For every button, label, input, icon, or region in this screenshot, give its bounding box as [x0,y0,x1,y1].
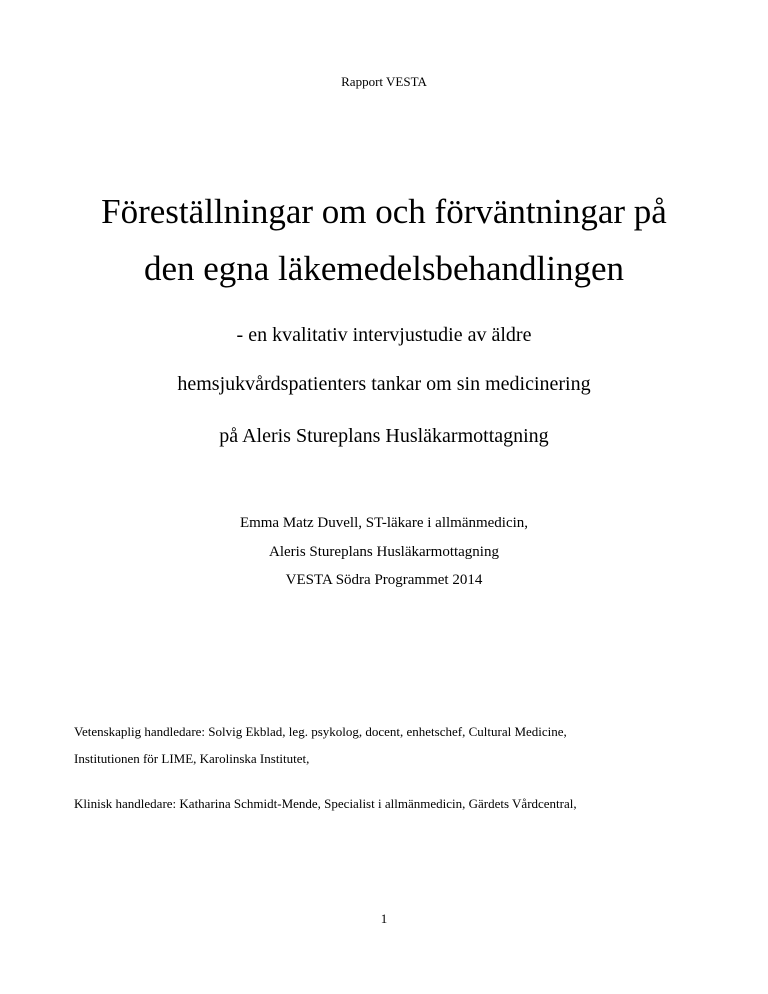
document-subtitle-line-2: hemsjukvårdspatienters tankar om sin medicinering [177,373,591,395]
document-subtitle-line-3: på Aleris Stureplans Husläkarmottagning [219,425,549,447]
document-title-line-2: den egna läkemedelsbehandlingen [143,249,625,288]
document-subtitle-line-1: - en kvalitativ intervjustudie av äldre [236,324,532,346]
scientific-supervisor-line-1: Vetenskaplig handledare: Solvig Ekblad, leg. psykolog, docent, enhetschef, Cultural Medicine, [74,724,567,739]
page-number: 1 [380,911,388,926]
report-header-label: Rapport VESTA [341,74,427,89]
document-title-line-1: Föreställningar om och förväntningar på [101,192,667,231]
author-program-line: VESTA Södra Programmet 2014 [285,572,483,588]
clinical-supervisor-line: Klinisk handledare: Katharina Schmidt-Mende, Specialist i allmänmedicin, Gärdets Vårdcentral, [74,796,577,811]
author-affiliation-line: Aleris Stureplans Husläkarmottagning [269,544,499,560]
scientific-supervisor-line-2: Institutionen för LIME, Karolinska Institutet, [74,751,310,766]
author-name-line: Emma Matz Duvell, ST-läkare i allmänmedicin, [239,515,529,531]
